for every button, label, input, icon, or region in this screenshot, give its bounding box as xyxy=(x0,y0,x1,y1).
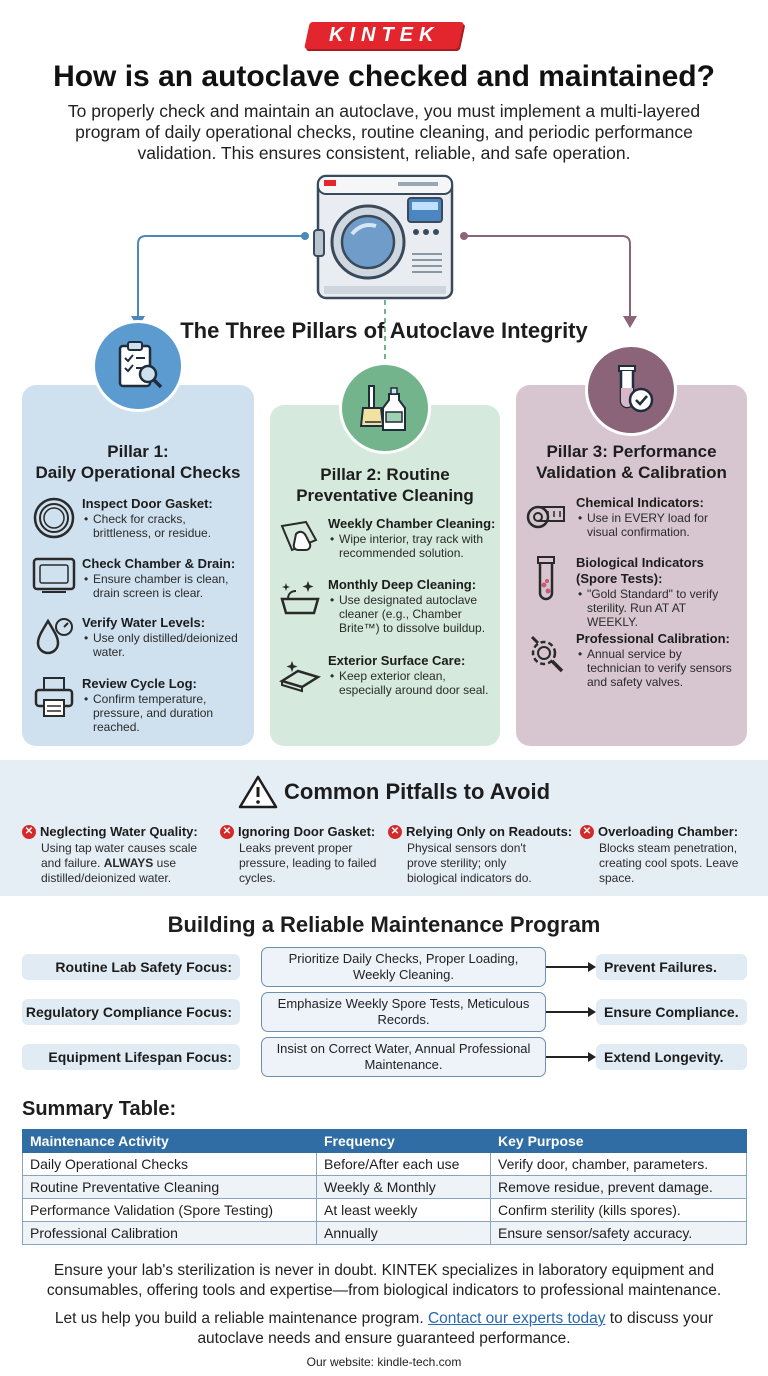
summary-title: Summary Table: xyxy=(22,1098,177,1120)
table-row xyxy=(23,1222,747,1245)
program-title: Building a Reliable Maintenance Program xyxy=(167,912,601,937)
printer-log-icon xyxy=(32,676,76,720)
table-cell: Confirm sterility (kills spores). xyxy=(491,1199,747,1222)
pillar-3-title-line1: Pillar 3: Performance xyxy=(546,442,717,461)
error-x-icon: ✕ xyxy=(580,825,594,839)
program-focus: Routine Lab Safety Focus: xyxy=(22,954,240,980)
sparkle-basin-icon xyxy=(278,577,322,621)
program-focus: Regulatory Compliance Focus: xyxy=(22,999,240,1025)
table-cell: Ensure sensor/safety accuracy. xyxy=(491,1222,747,1245)
program-row xyxy=(0,947,768,987)
item-title: Check Chamber & Drain: xyxy=(82,556,236,571)
table-cell: At least weekly xyxy=(317,1199,491,1222)
program-result: Extend Longevity. xyxy=(596,1044,747,1070)
pillar-1-title-line2: Daily Operational Checks xyxy=(35,463,241,482)
table-cell: Professional Calibration xyxy=(23,1222,317,1245)
spore-vial-icon xyxy=(524,555,568,605)
table-cell: Before/After each use xyxy=(317,1153,491,1176)
item-title: Monthly Deep Cleaning: xyxy=(328,577,477,592)
program-row xyxy=(0,992,768,1032)
pillar-3-title xyxy=(516,441,747,483)
table-header-row xyxy=(23,1130,747,1153)
program-action: Prioritize Daily Checks, Proper Loading, Weekly Cleaning. xyxy=(261,947,546,987)
table-cell: Annually xyxy=(317,1222,491,1245)
program-result: Ensure Compliance. xyxy=(596,999,747,1025)
item-text: • Use in EVERY load for visual confirmation. xyxy=(578,511,738,539)
table-header: Maintenance Activity xyxy=(23,1130,317,1153)
pillar-2-title xyxy=(270,464,500,506)
intro-text: To properly check and maintain an autoclave, you must implement a multi-layered program of daily operational checks, routine cleaning, and periodic performance validation. This ensures consistent, reliable, and safe operation. xyxy=(67,101,701,163)
pitfall-text: Physical sensors don't prove sterility; only biological indicators do. xyxy=(407,841,532,885)
summary-table xyxy=(22,1129,747,1245)
table-cell: Performance Validation (Spore Testing) xyxy=(23,1199,317,1222)
item-text: • Use only distilled/deionized water. xyxy=(84,631,244,659)
item-text: • Use designated autoclave cleaner (e.g., Chamber Brite™) to dissolve buildup. xyxy=(330,593,494,635)
table-row xyxy=(23,1153,747,1176)
water-drop-gauge-icon xyxy=(32,615,76,659)
pillar-1-title-line1: Pillar 1: xyxy=(107,442,169,461)
website-text[interactable]: Our website: kindle-tech.com xyxy=(306,1355,462,1369)
pitfall-title: Neglecting Water Quality: xyxy=(40,824,198,839)
error-x-icon: ✕ xyxy=(388,825,402,839)
item-title: Exterior Surface Care: xyxy=(328,653,466,668)
pitfall-text: Leaks prevent proper pressure, leading to failed cycles. xyxy=(239,841,377,885)
arrow-right-icon xyxy=(546,1011,594,1013)
pitfall-text xyxy=(41,841,207,886)
table-cell: Verify door, chamber, parameters. xyxy=(491,1153,747,1176)
pillar-2-title-line2: Preventative Cleaning xyxy=(296,486,474,505)
test-tube-check-icon xyxy=(585,344,677,436)
page-title: How is an autoclave checked and maintained? xyxy=(53,60,715,93)
item-text: • "Gold Standard" to verify sterility. Run AT AT WEEKLY. xyxy=(578,587,738,629)
logo-text: KINTEK xyxy=(328,24,440,46)
gasket-ring-icon xyxy=(32,496,76,540)
pillars-title: The Three Pillars of Autoclave Integrity xyxy=(180,318,588,343)
footer-text-before: Let us help you build a reliable maintenance program. xyxy=(54,1310,424,1327)
indicator-tape-icon xyxy=(524,495,568,539)
table-header: Key Purpose xyxy=(491,1130,747,1153)
pillar-3-title-line2: Validation & Calibration xyxy=(536,463,727,482)
item-title: Professional Calibration: xyxy=(576,631,730,646)
table-cell: Daily Operational Checks xyxy=(23,1153,317,1176)
item-title: Chemical Indicators: xyxy=(576,495,704,510)
autoclave-illustration xyxy=(310,174,460,304)
pitfall-title: Ignoring Door Gasket: xyxy=(238,824,376,839)
pitfall-text-tail: use distilled/deionized water. xyxy=(41,856,176,885)
item-title: Weekly Chamber Cleaning: xyxy=(328,516,496,531)
program-action: Insist on Correct Water, Annual Professional Maintenance. xyxy=(261,1037,546,1077)
item-text: • Ensure chamber is clean, drain screen is clear. xyxy=(84,572,244,600)
item-text: • Wipe interior, tray rack with recommended solution. xyxy=(330,532,494,560)
error-x-icon: ✕ xyxy=(220,825,234,839)
pillar-1-title xyxy=(22,441,254,483)
table-row xyxy=(23,1199,747,1222)
item-title: Verify Water Levels: xyxy=(82,615,206,630)
pitfall-title: Overloading Chamber: xyxy=(598,824,739,839)
pitfalls-title-text: Common Pitfalls to Avoid xyxy=(284,779,551,804)
clipboard-magnifier-icon xyxy=(92,320,184,412)
footer-text-after: to discuss your autoclave needs and ensure guaranteed performance. xyxy=(197,1310,714,1347)
shiny-surface-icon xyxy=(278,653,322,697)
item-text: • Check for cracks, brittleness, or residue. xyxy=(84,512,244,540)
arrow-right-icon xyxy=(546,1056,594,1058)
pillar-2-title-line1: Pillar 2: Routine xyxy=(320,465,450,484)
table-cell: Routine Preventative Cleaning xyxy=(23,1176,317,1199)
pitfall-title: Relying Only on Readouts: xyxy=(406,824,573,839)
error-x-icon: ✕ xyxy=(22,825,36,839)
program-focus: Equipment Lifespan Focus: xyxy=(22,1044,240,1070)
pitfall-text-plain: Using tap water causes scale and failure. xyxy=(41,841,198,870)
table-row xyxy=(23,1176,747,1199)
item-title: Inspect Door Gasket: xyxy=(82,496,213,511)
cleaning-supplies-icon xyxy=(339,362,431,454)
item-title: Review Cycle Log: xyxy=(82,676,197,691)
item-text: • Confirm temperature, pressure, and duration reached. xyxy=(84,692,244,734)
table-header: Frequency xyxy=(317,1130,491,1153)
warning-icon xyxy=(238,775,278,809)
program-action: Emphasize Weekly Spore Tests, Meticulous Records. xyxy=(261,992,546,1032)
pitfall-text: Blocks steam penetration, creating cool spots. Leave space. xyxy=(599,841,739,885)
program-result: Prevent Failures. xyxy=(596,954,747,980)
footer-paragraph-1: Ensure your lab's sterilization is never in doubt. KINTEK specializes in laboratory equipment and consumables, offering tools and expertise—from biological indicators to professional maintenance. xyxy=(46,1262,722,1299)
item-text: • Annual service by technician to verify sensors and safety valves. xyxy=(578,647,738,689)
table-cell: Weekly & Monthly xyxy=(317,1176,491,1199)
wipe-cloth-icon xyxy=(278,516,322,560)
pitfalls-title xyxy=(238,775,550,809)
item-title: Biological Indicators xyxy=(576,555,704,570)
contact-experts-link[interactable]: Contact our experts today xyxy=(427,1310,606,1327)
chamber-icon xyxy=(32,556,76,596)
footer-paragraph-2 xyxy=(30,1309,738,1349)
gear-wrench-icon xyxy=(524,631,568,675)
item-title-2: (Spore Tests): xyxy=(576,571,663,586)
item-text: • Keep exterior clean, especially around door seal. xyxy=(330,669,494,697)
program-row xyxy=(0,1037,768,1077)
arrow-right-icon xyxy=(546,966,594,968)
table-cell: Remove residue, prevent damage. xyxy=(491,1176,747,1199)
pitfall-text-bold: ALWAYS xyxy=(103,856,154,870)
